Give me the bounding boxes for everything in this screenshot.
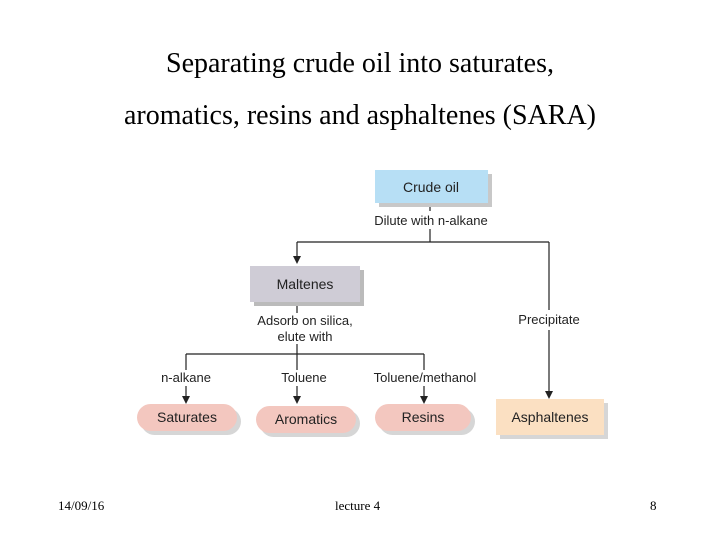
asphaltenes-node bbox=[496, 399, 608, 439]
dilute-step-label: Dilute with n-alkane bbox=[374, 213, 488, 228]
slide-title-line1: Separating crude oil into saturates, bbox=[166, 48, 554, 79]
asphaltenes-label: Asphaltenes bbox=[511, 409, 589, 425]
eluent-toluene-label: Toluene bbox=[281, 370, 327, 385]
saturates-label: Saturates bbox=[157, 409, 217, 425]
saturates-node bbox=[137, 404, 241, 435]
eluent-nalkane-label: n-alkane bbox=[161, 370, 211, 385]
resins-node bbox=[375, 404, 475, 435]
eluent-toluene-methanol-label: Toluene/methanol bbox=[373, 370, 477, 385]
crude-oil-node bbox=[375, 170, 492, 207]
footer-page-number: 8 bbox=[650, 498, 657, 513]
crude-oil-label: Crude oil bbox=[402, 179, 460, 195]
resins-label: Resins bbox=[401, 409, 445, 425]
slide-title-line2: aromatics, resins and asphaltenes (SARA) bbox=[124, 100, 596, 131]
adsorb-step-line1: Adsorb on silica, bbox=[257, 313, 353, 328]
footer-lecture: lecture 4 bbox=[335, 498, 381, 513]
footer-date: 14/09/16 bbox=[58, 498, 105, 513]
adsorb-step-line2: elute with bbox=[277, 329, 333, 344]
aromatics-label: Aromatics bbox=[274, 411, 338, 427]
precipitate-label: Precipitate bbox=[518, 312, 580, 327]
connector-lines bbox=[186, 204, 549, 402]
maltenes-node bbox=[250, 266, 364, 306]
maltenes-label: Maltenes bbox=[276, 276, 334, 292]
aromatics-node bbox=[256, 406, 360, 437]
